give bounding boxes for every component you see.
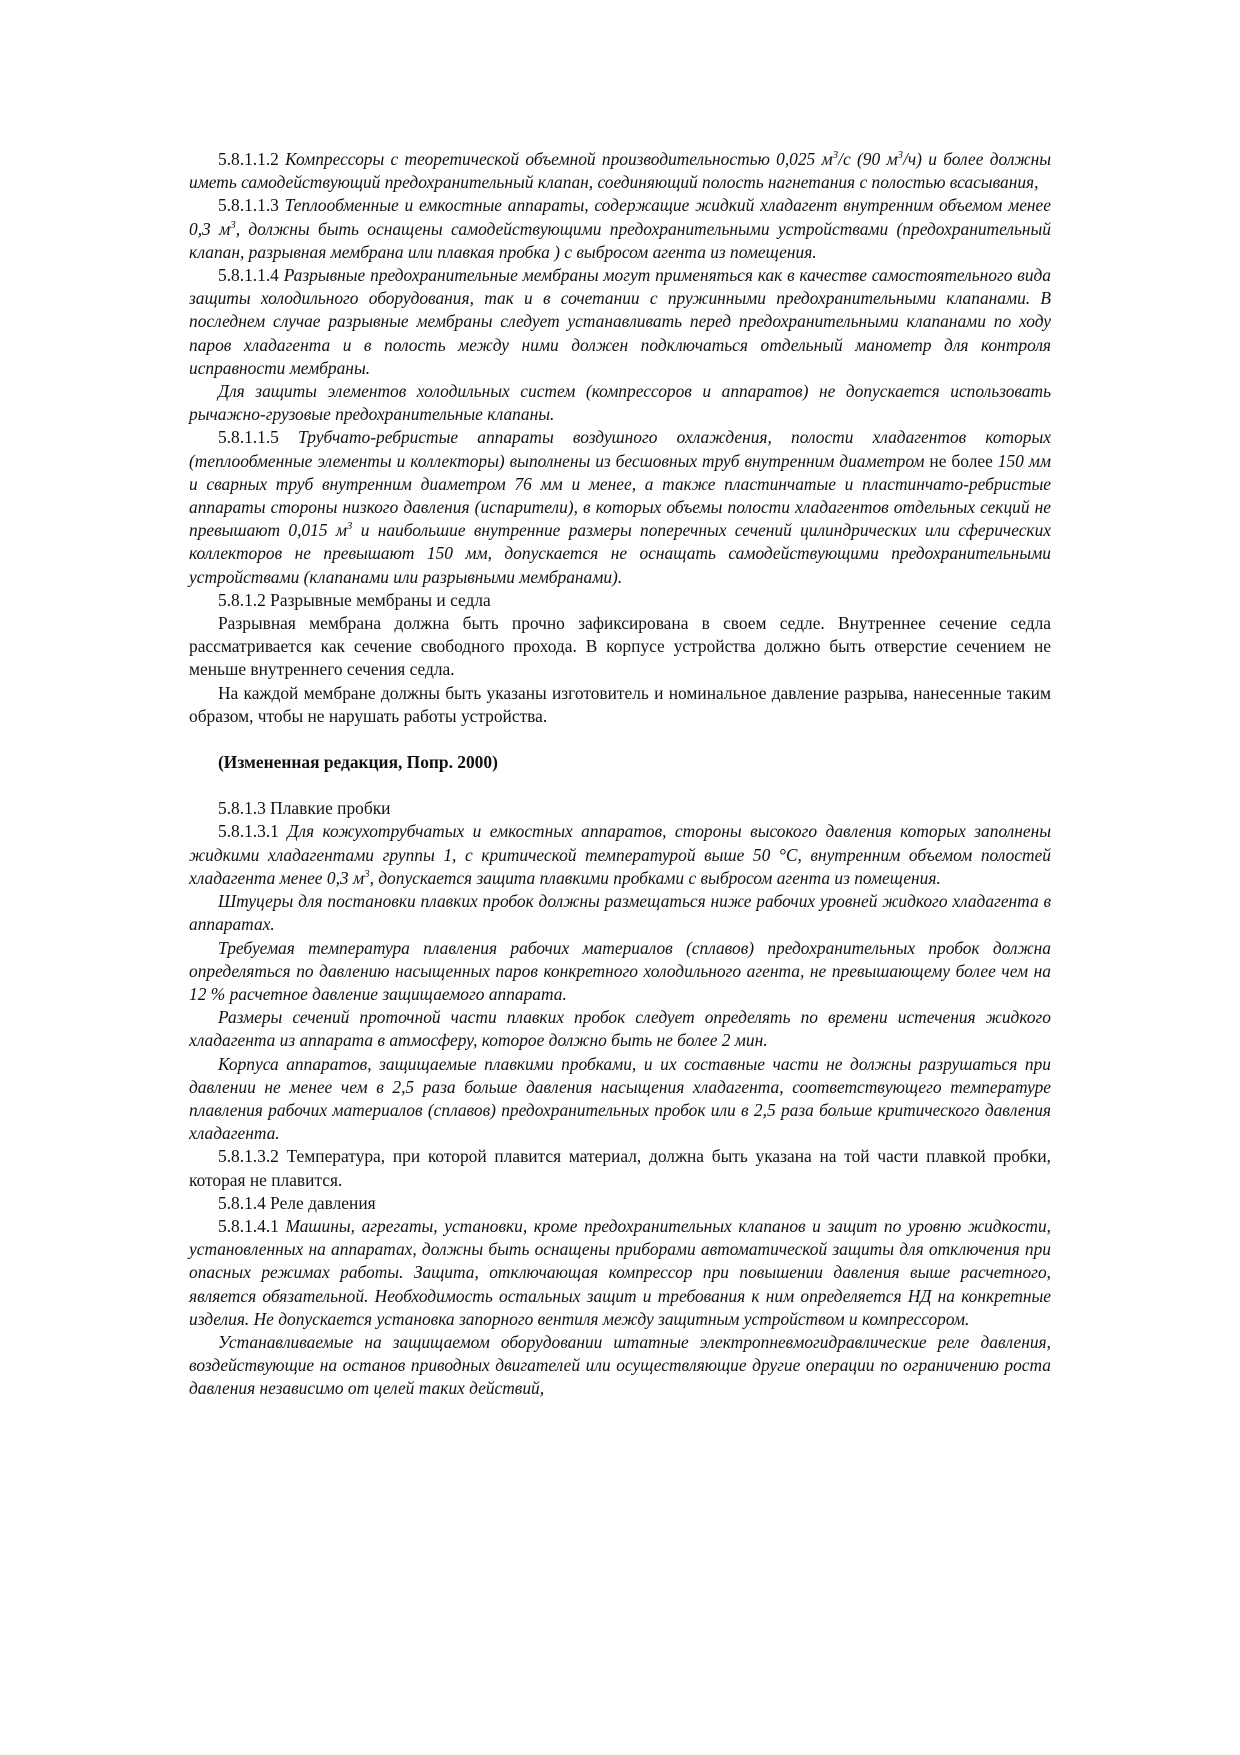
section-heading-5-8-1-3: 5.8.1.3 Плавкие пробки [218, 798, 391, 819]
paragraph-fittings: Штуцеры для постановки плавких пробок должны размещаться ниже рабочих уровней жидкого хладагента в аппаратах. [189, 891, 1051, 935]
clause-text: Разрывные предохранительные мембраны могут применяться как в качестве самостоятельного вида защиты холодильного оборудования, так и в сочетании с пружинными предохранительными клапанами. В последнем случае разрывные мембраны следует устанавливать перед предохранительными клапанами по ходу паров хладагента и в полость между ними должен подключаться отдельный манометр для контроля исправности мембраны. [189, 265, 1052, 378]
paragraph-5-8-1-4-1 [189, 1215, 1051, 1331]
paragraph-5-8-1-3-1 [189, 820, 1051, 890]
paragraph-membrane-marking: На каждой мембране должны быть указаны изготовитель и номинальное давление разрыва, нанесенные таким образом, чтобы не нарушать работы устройства. [189, 682, 1051, 726]
clause-text: Компрессоры с теоретической объемной производительностью 0,025 $м^3/с$ (90 $м^3/ч$) и более должны иметь самодействующий предохранительный клапан, соединяющий полость нагнетания с полостью всасывания, [189, 149, 1051, 193]
clause-number: 5.8.1.1.4 [218, 265, 279, 286]
section-heading-5-8-1-4: 5.8.1.4 Реле давления [218, 1192, 376, 1213]
clause-text: Трубчато-ребристые аппараты воздушного охлаждения, полости хладагентов которых (теплообменные элементы и коллекторы) выполнены из бесшовных труб внутренним диаметром не более 150 мм и сварных труб внутренним диаметром 76 мм и менее, а также пластинчатые и пластинчато-ребристые аппараты стороны низкого давления (испарители), в которых объемы полости хладагентов отдельных секций не превышают 0,015 $м^3$ и наибольшие внутренние размеры поперечных сечений цилиндрических или сферических коллекторов не превышают 150 мм, допускается не оснащать самодействующими предохранительными устройствами (клапанами или разрывными мембранами). [189, 427, 1052, 587]
paragraph-membrane-seat: Разрывная мембрана должна быть прочно зафиксирована в своем седле. Внутреннее сечение седла рассматривается как сечение свободного прохода. В корпусе устройства должно быть отверстие сечением не меньше внутреннего сечения седла. [189, 613, 1051, 680]
clause-number: 5.8.1.3.1 [218, 821, 279, 842]
paragraph-melting-temperature: Требуемая температура плавления рабочих материалов (сплавов) предохранительных пробок должна определяться по давлению насыщенных паров конкретного холодильного агента, не превышающему более чем на 12 % расчетное давление защищаемого аппарата. [189, 937, 1051, 1004]
clause-text: Для кожухотрубчатых и емкостных аппаратов, стороны высокого давления которых заполнены жидкими хладагентами группы 1, с критической температурой выше 50 °С, внутренним объемом полостей хладагента менее 0,3 $м^3$, допускается защита плавкими пробками с выбросом агента из помещения. [189, 821, 1051, 888]
clause-number: 5.8.1.1.2 [218, 149, 279, 169]
paragraph-pressure-relays: Устанавливаемые на защищаемом оборудовании штатные электропневмогидравлические реле давления, воздействующие на останов приводных двигателей или осуществляющие другие операции по ограничению роста давления независимо от целей таких действий, [189, 1331, 1051, 1399]
paragraph-5-8-1-1-2 [189, 148, 1051, 194]
paragraph-5-8-1-1-3 [189, 194, 1051, 264]
section-heading-5-8-1-2: 5.8.1.2 Разрывные мембраны и седла [218, 589, 491, 610]
paragraph-5-8-1-1-5 [189, 426, 1051, 588]
clause-number: 5.8.1.1.5 [218, 427, 279, 448]
paragraph-5-8-1-1-4 [189, 264, 1051, 380]
clause-number: 5.8.1.1.3 [218, 195, 279, 216]
revision-note: (Измененная редакция, Попр. 2000) [218, 752, 498, 773]
clause-text: Теплообменные и емкостные аппараты, содержащие жидкий хладагент внутренним объемом менее 0,3 $м^3$, должны быть оснащены самодействующими предохранительными устройствами (предохранительный клапан, разрывная мембрана или плавкая пробка ) с выбросом агента из помещения. [189, 195, 1052, 262]
clause-number: 5.8.1.4.1 [218, 1215, 279, 1236]
paragraph-lever-valves: Для защиты элементов холодильных систем (компрессоров и аппаратов) не допускается использовать рычажно-грузовые предохранительные клапаны. [189, 381, 1051, 425]
document-page [189, 148, 1051, 1401]
paragraph-section-sizes: Размеры сечений проточной части плавких пробок следует определять по времени истечения жидкого хладагента из аппарата в атмосферу, которое должно быть не более 2 мин. [189, 1007, 1051, 1051]
paragraph-housings: Корпуса аппаратов, защищаемые плавкими пробками, и их составные части не должны разрушаться при давлении не менее чем в 2,5 раза больше давления насыщения хладагента, соответствующего температуре плавления рабочих материалов (сплавов) предохранительных пробок или в 2,5 раза больше критического давления хладагента. [189, 1053, 1051, 1144]
clause-text: Машины, агрегаты, установки, кроме предохранительных клапанов и защит по уровню жидкости, установленных на аппаратах, должны быть оснащены приборами автоматической защиты для отключения при опасных режимах работы. Защита, отключающая компрессор при повышении давления выше расчетного, является обязательной. Необходимость остальных защит и требования к ним определяется НД на конкретные изделия. Не допускается установка запорного вентиля между защитным устройством и компрессором. [189, 1215, 1051, 1329]
paragraph-5-8-1-3-2: 5.8.1.3.2 Температура, при которой плавится материал, должна быть указана на той части плавкой пробки, которая не плавится. [189, 1146, 1051, 1190]
